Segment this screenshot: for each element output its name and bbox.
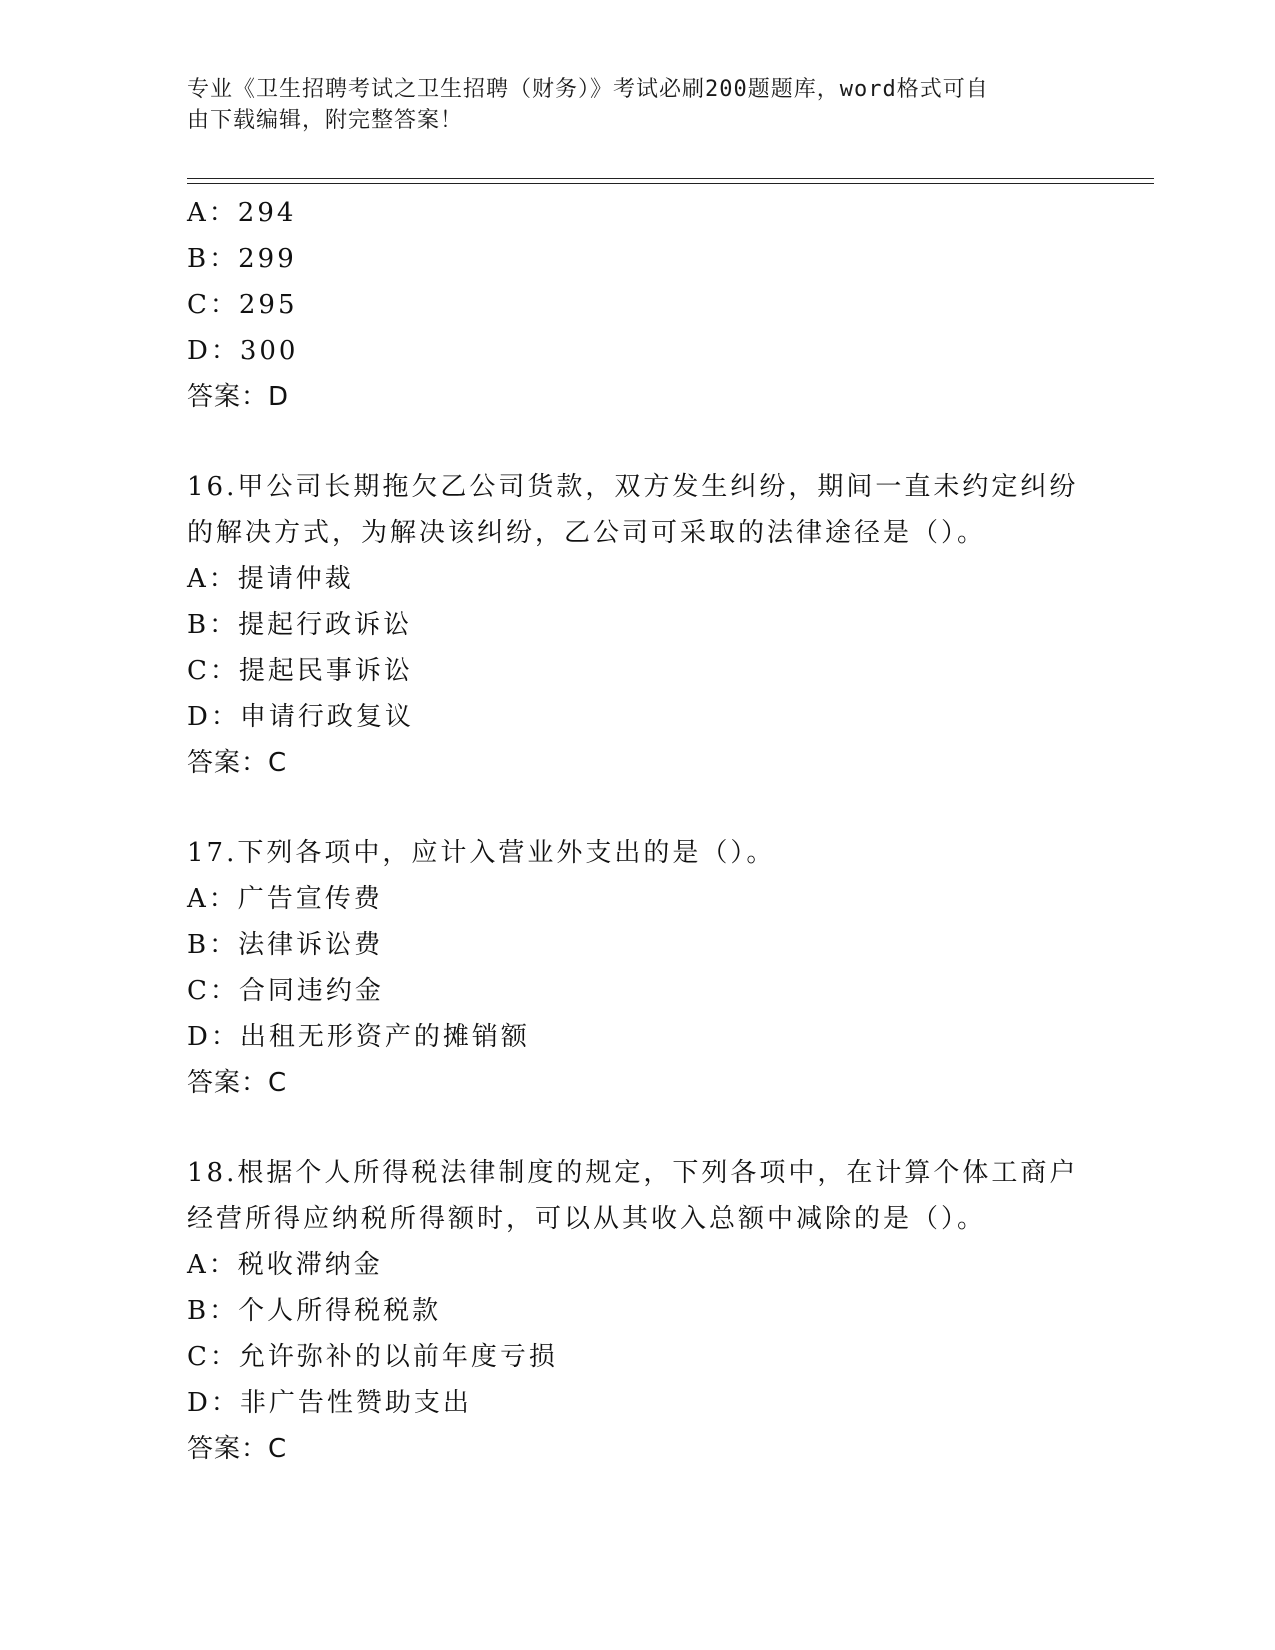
answer: 答案：D [187, 382, 290, 412]
document-header [187, 74, 1067, 136]
option-a: A：广告宣传费 [187, 884, 383, 914]
question-stem-continued: 的解决方式，为解决该纠纷，乙公司可采取的法律途径是（）。 [187, 518, 987, 548]
header-line-2: 由下载编辑，附完整答案！ [187, 108, 464, 133]
option-b: B：法律诉讼费 [187, 930, 384, 960]
header-divider-top [187, 178, 1154, 179]
question-18 [187, 1150, 1087, 1472]
option-c: C：合同违约金 [187, 976, 384, 1006]
question-stem: 18.根据个人所得税法律制度的规定，下列各项中，在计算个体工商户 [187, 1158, 1079, 1188]
option-b: B：299 [187, 244, 297, 274]
option-a: A：294 [187, 198, 297, 228]
question-list [187, 190, 1087, 1472]
question-stem-continued: 经营所得应纳税所得额时，可以从其收入总额中减除的是（）。 [187, 1204, 987, 1234]
question-15 [187, 190, 1087, 420]
option-b: B：提起行政诉讼 [187, 610, 413, 640]
option-d: D：申请行政复议 [187, 702, 414, 732]
answer: 答案：C [187, 748, 288, 778]
header-divider-bottom [187, 183, 1154, 184]
option-b: B：个人所得税税款 [187, 1296, 442, 1326]
answer: 答案：C [187, 1434, 288, 1464]
option-a: A：提请仲裁 [187, 564, 354, 594]
question-16 [187, 464, 1087, 786]
question-17 [187, 830, 1087, 1106]
option-c: C：提起民事诉讼 [187, 656, 413, 686]
option-a: A：税收滞纳金 [187, 1250, 383, 1280]
question-stem: 16.甲公司长期拖欠乙公司货款，双方发生纠纷，期间一直未约定纠纷 [187, 472, 1079, 502]
option-c: C：允许弥补的以前年度亏损 [187, 1342, 558, 1372]
option-d: D：出租无形资产的摊销额 [187, 1022, 530, 1052]
option-d: D：300 [187, 336, 299, 366]
answer: 答案：C [187, 1068, 288, 1098]
option-d: D：非广告性赞助支出 [187, 1388, 472, 1418]
option-c: C：295 [187, 290, 298, 320]
header-line-1: 专业《卫生招聘考试之卫生招聘（财务）》考试必刷200题题库，word格式可自 [187, 77, 989, 102]
question-stem: 17.下列各项中，应计入营业外支出的是（）。 [187, 838, 776, 868]
